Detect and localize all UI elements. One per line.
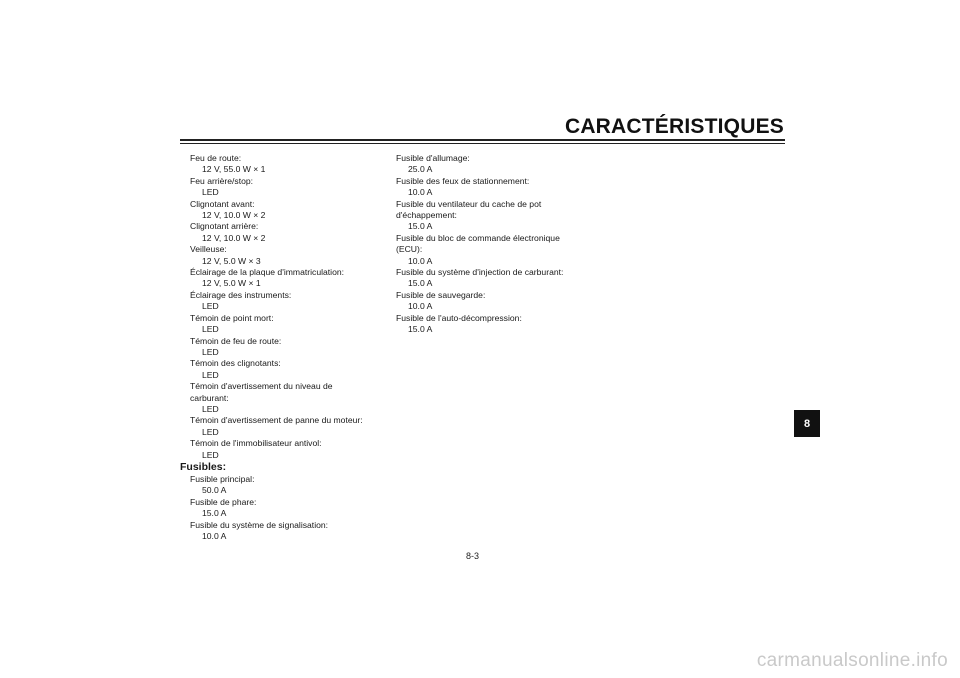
spec-value: 12 V, 5.0 W × 3 <box>202 255 261 266</box>
header-rule-thin <box>180 143 785 144</box>
page-title: CARACTÉRISTIQUES <box>564 115 784 138</box>
fuse-label: Fusible de l'auto-décompression: <box>396 312 522 323</box>
left-spec-column <box>180 153 380 542</box>
fuse-label: Fusible de sauvegarde: <box>396 289 486 300</box>
fuse-value: 15.0 A <box>202 508 227 519</box>
watermark: carmanualsonline.info <box>756 650 948 671</box>
spec-label: Témoin de l'immobilisateur antivol: <box>190 438 322 449</box>
spec-value: LED <box>202 301 219 312</box>
fuse-value: 10.0 A <box>408 187 433 198</box>
spec-value: 12 V, 5.0 W × 1 <box>202 278 261 289</box>
spec-value: LED <box>202 403 219 414</box>
fuse-value: 25.0 A <box>408 164 433 175</box>
fuse-value: 10.0 A <box>202 531 227 541</box>
page-number: 8-3 <box>466 551 480 561</box>
right-spec-column <box>396 153 596 336</box>
fuse-value: 15.0 A <box>408 221 433 232</box>
spec-label: Témoin de point mort: <box>190 312 274 323</box>
fuse-label: Fusible du système de signalisation: <box>190 519 329 530</box>
spec-value: 12 V, 10.0 W × 2 <box>202 232 266 243</box>
fuse-label: Fusible du ventilateur du cache de pot d'échappement: <box>396 198 542 221</box>
spec-label: Clignotant avant: <box>190 198 255 209</box>
fuses-heading: Fusibles: <box>180 460 227 473</box>
spec-label: Clignotant arrière: <box>190 221 259 232</box>
fuse-value: 15.0 A <box>408 278 433 289</box>
spec-label: Éclairage de la plaque d'immatriculation: <box>190 267 345 278</box>
spec-value: LED <box>202 369 219 380</box>
chapter-tab: 8 <box>794 410 820 437</box>
fuse-value: 10.0 A <box>408 301 433 312</box>
fuse-value: 50.0 A <box>202 485 227 496</box>
fuse-label: Fusible de phare: <box>190 496 257 507</box>
spec-label: Témoin des clignotants: <box>190 358 281 369</box>
fuse-value: 10.0 A <box>408 255 433 266</box>
spec-label: Témoin d'avertissement de panne du moteur: <box>190 415 363 426</box>
spec-label: Éclairage des instruments: <box>190 289 292 300</box>
spec-label: Feu de route: <box>190 153 242 163</box>
spec-value: 12 V, 55.0 W × 1 <box>202 164 266 175</box>
spec-value: LED <box>202 426 219 437</box>
spec-label: Témoin d'avertissement du niveau de carburant: <box>190 381 333 403</box>
spec-value: LED <box>202 346 219 357</box>
spec-label: Feu arrière/stop: <box>190 175 254 186</box>
fuse-label: Fusible principal: <box>190 473 255 484</box>
fuse-label: Fusible d'allumage: <box>396 153 470 163</box>
fuse-label: Fusible des feux de stationnement: <box>396 175 530 186</box>
spec-value: 12 V, 10.0 W × 2 <box>202 210 266 221</box>
spec-value: LED <box>202 324 219 335</box>
spec-value: LED <box>202 449 219 460</box>
fuse-label: Fusible du système d'injection de carburant: <box>396 267 564 278</box>
fuse-value: 15.0 A <box>408 324 433 335</box>
spec-label: Témoin de feu de route: <box>190 335 282 346</box>
header-rule-thick <box>180 139 785 141</box>
spec-value: LED <box>202 187 219 198</box>
spec-label: Veilleuse: <box>190 244 227 255</box>
fuse-label: Fusible du bloc de commande électronique (ECU): <box>396 232 560 255</box>
